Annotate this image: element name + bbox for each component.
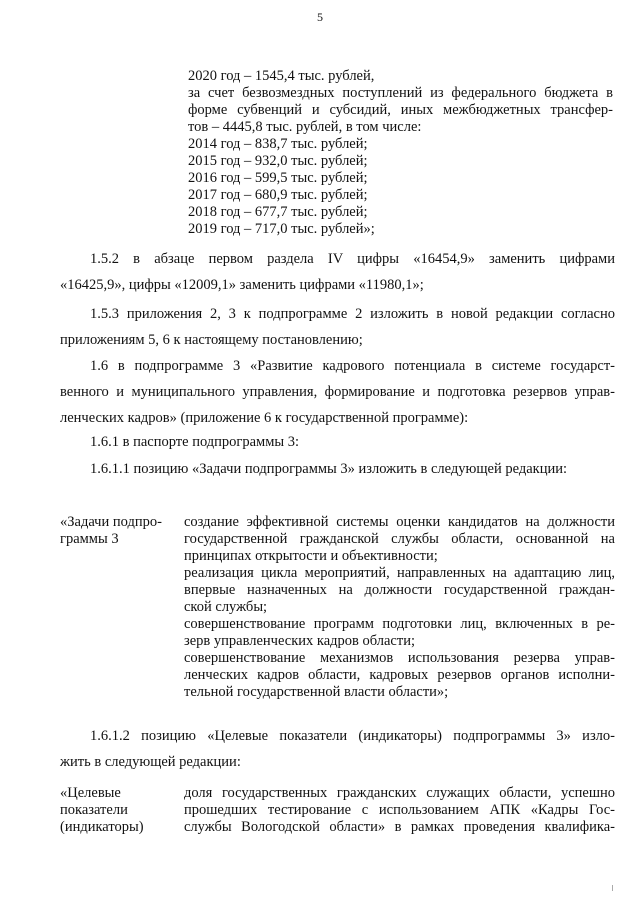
scan-mark (612, 885, 613, 891)
budget-line: 2016 год – 599,5 тыс. рублей; (188, 170, 368, 186)
indicators-label: «Целевые показатели (индикаторы) (60, 785, 144, 835)
tasks-label: «Задачи подпро- граммы 3 (60, 514, 162, 547)
paragraph-1-6: 1.6 в подпрограмме 3 «Развитие кадрового потенциала в системе государст- венного и муниципального управления, формирование и подготовка резервов управ- ленческих кадров» (приложение 6 к государственной программе): (60, 358, 615, 426)
paragraph-1-6-1-2: 1.6.1.2 позицию «Целевые показатели (индикаторы) подпрограммы 3» изло- жить в следующей редакции: (60, 728, 615, 770)
budget-line: тов – 4445,8 тыс. рублей, в том числе: (188, 119, 422, 135)
budget-line: 2020 год – 1545,4 тыс. рублей, (188, 68, 375, 84)
budget-line: 2014 год – 838,7 тыс. рублей; (188, 136, 368, 152)
budget-line: 2019 год – 717,0 тыс. рублей»; (188, 221, 375, 237)
paragraph-1-5-3: 1.5.3 приложения 2, 3 к подпрограмме 2 изложить в новой редакции согласно приложениям 5, 6 к настоящему постановлению; (60, 306, 615, 348)
page-number: 5 (317, 10, 323, 24)
indicators-text: доля государственных гражданских служащих области, успешно прошедших тестирование с использованием АПК «Кадры Гос- службы Вологодской области» в рамках проведения квалифика- (184, 785, 615, 835)
budget-continuation (188, 68, 613, 238)
budget-line: 2017 год – 680,9 тыс. рублей; (188, 187, 368, 203)
budget-line: за счет безвозмездных поступлений из федерального бюджета в (188, 85, 613, 101)
paragraph-1-6-1-1: 1.6.1.1 позицию «Задачи подпрограммы 3» изложить в следующей редакции: (90, 461, 567, 477)
paragraph-1-5-2: 1.5.2 в абзаце первом раздела IV цифры «16454,9» заменить цифрами «16425,9», цифры «12009,1» заменить цифрами «11980,1»; (60, 251, 615, 293)
paragraph-1-6-1: 1.6.1 в паспорте подпрограммы 3: (90, 434, 300, 450)
budget-line: 2018 год – 677,7 тыс. рублей; (188, 204, 368, 220)
budget-line: 2015 год – 932,0 тыс. рублей; (188, 153, 368, 169)
budget-line: форме субвенций и субсидий, иных межбюджетных трансфер- (188, 102, 613, 118)
tasks-text: создание эффективной системы оценки кандидатов на должности государственной гражданской службы области, основанной на принципах открытости и объективности; реализация цикла мероприятий, направленных на адаптацию лиц, впервые назначенных на должности государственной граждан- ской службы; совершенствование программ подготовки лиц, включенных в ре- зерв управленческих кадров области; совершенствование механизмов использования резерва управ- ленческих кадров области, кадровых резервов органов исполни- тельной государственной власти области»; (184, 514, 615, 700)
